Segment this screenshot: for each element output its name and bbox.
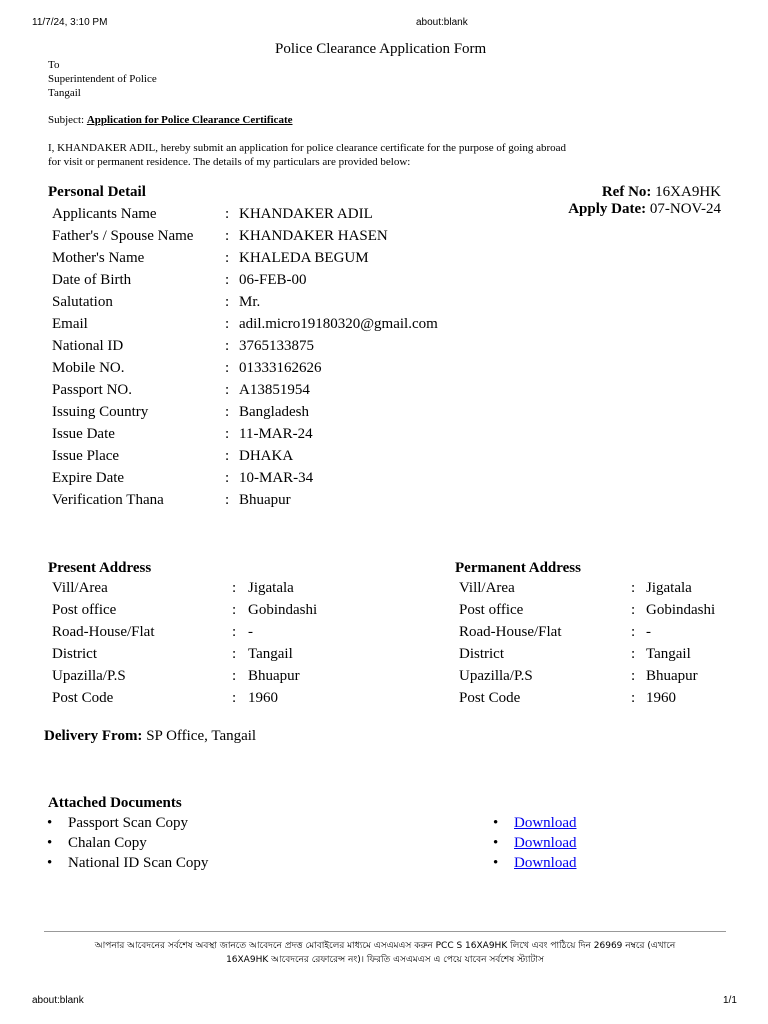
field-value: Bhuapur [239,492,291,508]
field-separator: : [225,492,230,508]
field-value: DHAKA [239,448,294,464]
field-label: Mobile NO. [52,360,125,376]
permanent-address-heading: Permanent Address [455,560,581,576]
field-separator: : [631,690,636,706]
table-row [52,489,572,511]
table-row [52,357,572,379]
table-row [52,379,572,401]
field-separator: : [232,668,237,684]
field-separator: : [631,624,636,640]
field-separator: : [225,250,230,266]
table-row [459,687,749,709]
field-separator: : [225,404,230,420]
table-row [52,269,572,291]
field-label: Road-House/Flat [52,624,155,640]
field-value: 10-MAR-34 [239,470,314,486]
field-separator: : [225,360,230,376]
field-value: Bangladesh [239,404,309,420]
table-row [52,203,572,225]
print-tab-title: about:blank [416,17,468,28]
field-separator: : [225,470,230,486]
field-separator: : [631,580,636,596]
field-value: 01333162626 [239,360,322,376]
table-row [52,445,572,467]
field-separator: : [225,448,230,464]
attached-documents-heading: Attached Documents [48,795,182,811]
field-label: Verification Thana [52,492,164,508]
personal-detail-heading: Personal Detail [48,184,146,200]
table-row [52,313,572,335]
recipient-location: Tangail [48,87,81,99]
field-separator: : [232,602,237,618]
document-name: Passport Scan Copy [68,815,188,831]
field-separator: : [225,228,230,244]
download-link[interactable]: Download [514,815,577,831]
apply-date [568,201,721,218]
field-label: Issue Place [52,448,120,464]
bullet-icon: • [493,815,499,831]
ref-value: 16XA9HK [655,184,721,200]
table-row [52,665,432,687]
field-label: Upazilla/P.S [459,668,533,684]
field-value: KHALEDA BEGUM [239,250,369,266]
delivery-value: SP Office, Tangail [146,728,257,744]
table-row [459,621,749,643]
field-label: Issuing Country [52,404,149,420]
print-datetime: 11/7/24, 3:10 PM [32,17,108,28]
table-row [52,225,572,247]
table-row [459,599,749,621]
ref-number [602,184,721,201]
table-row [52,599,432,621]
footer-divider [44,931,726,932]
table-row [459,577,749,599]
field-value: Tangail [248,646,293,662]
field-label: District [52,646,97,662]
field-value: KHANDAKER ADIL [239,206,373,222]
field-separator: : [225,316,230,332]
field-label: Upazilla/P.S [52,668,126,684]
print-page-count: 1/1 [723,995,737,1006]
field-value: Bhuapur [248,668,300,684]
field-separator: : [225,382,230,398]
field-value: - [646,624,651,640]
to-label: To [48,59,60,71]
apply-date-label: Apply Date: [568,201,647,217]
field-separator: : [225,272,230,288]
table-row [459,665,749,687]
field-label: Post office [459,602,524,618]
field-separator: : [232,646,237,662]
field-separator: : [232,580,237,596]
field-label: Passport NO. [52,382,133,398]
field-value: Jigatala [646,580,692,596]
field-separator: : [631,602,636,618]
personal-detail-table [52,203,572,511]
subject-label: Subject: [48,114,85,126]
field-value: Mr. [239,294,261,310]
field-label: Expire Date [52,470,125,486]
field-label: Applicants Name [52,206,157,222]
document-name: Chalan Copy [68,835,147,851]
permanent-address-table [459,577,749,709]
bullet-icon: • [493,835,499,851]
field-value: A13851954 [239,382,310,398]
field-value: Gobindashi [248,602,318,618]
field-separator: : [225,294,230,310]
field-label: District [459,646,504,662]
field-label: Salutation [52,294,113,310]
table-row [52,401,572,423]
field-value: Jigatala [248,580,294,596]
bullet-icon: • [493,855,499,871]
table-row [52,423,572,445]
field-label: Post Code [459,690,521,706]
field-separator: : [232,624,237,640]
table-row [52,291,572,313]
field-label: Vill/Area [459,580,515,596]
field-value: adil.micro19180320@gmail.com [239,316,438,332]
subject-text: Application for Police Clearance Certificate [86,114,293,126]
field-separator: : [225,426,230,442]
table-row [52,335,572,357]
field-label: Post Code [52,690,114,706]
field-label: Road-House/Flat [459,624,562,640]
table-row [52,643,432,665]
field-label: National ID [52,338,124,354]
field-label: Vill/Area [52,580,108,596]
table-row [52,247,572,269]
table-row [52,687,432,709]
field-value: 1960 [248,690,278,706]
document-name: National ID Scan Copy [68,855,209,871]
download-link[interactable]: Download [514,855,577,871]
present-address-table [52,577,432,709]
field-value: Bhuapur [646,668,698,684]
download-link[interactable]: Download [514,835,577,851]
field-value: - [248,624,253,640]
table-row [52,621,432,643]
field-separator: : [631,646,636,662]
field-value: Tangail [646,646,691,662]
sms-instruction-line-2: 16XA9HK আবেদনের রেফারেন্স নং)। ফিরতি এসএমএস এ পেয়ে যাবেন সর্বশেষ স্ট্যাটাস [226,955,544,965]
field-value: 11-MAR-24 [239,426,313,442]
print-footer-url: about:blank [32,995,84,1006]
field-value: 3765133875 [239,338,314,354]
delivery-label: Delivery From: [44,728,143,744]
table-row [52,467,572,489]
sms-instruction-line-1: আপনার আবেদনের সর্বশেষ অবস্থা জানতে আবেদনে প্রদত্ত মোবাইলের মাধ্যমে এসএমএস করুন PCC S 16XA9HK লিখে এবং পাঠিয়ে দিন 26969 নম্বরে (এখানে [94,941,676,951]
field-label: Post office [52,602,117,618]
apply-date-value: 07-NOV-24 [649,201,721,217]
table-row [52,577,432,599]
field-label: Email [52,316,88,332]
field-value: 06-FEB-00 [239,272,307,288]
intro-line-1: I, KHANDAKER ADIL, hereby submit an application for police clearance certificate for the purpose of going abroad [48,142,567,154]
field-value: KHANDAKER HASEN [239,228,388,244]
ref-label: Ref No: [601,184,652,200]
intro-line-2: for visit or permanent residence. The details of my particulars are provided below: [48,156,411,168]
field-separator: : [225,206,230,222]
page-title: Police Clearance Application Form [275,41,487,57]
field-label: Father's / Spouse Name [52,228,194,244]
field-separator: : [225,338,230,354]
field-separator: : [232,690,237,706]
bullet-icon: • [47,855,53,871]
delivery-from [44,728,256,745]
recipient: Superintendent of Police [48,73,157,85]
field-label: Issue Date [52,426,115,442]
table-row [459,643,749,665]
subject-line [48,113,293,127]
bullet-icon: • [47,835,53,851]
bullet-icon: • [47,815,53,831]
field-label: Mother's Name [52,250,145,266]
field-value: 1960 [646,690,676,706]
present-address-heading: Present Address [48,560,152,576]
field-separator: : [631,668,636,684]
field-label: Date of Birth [52,272,132,288]
field-value: Gobindashi [646,602,716,618]
